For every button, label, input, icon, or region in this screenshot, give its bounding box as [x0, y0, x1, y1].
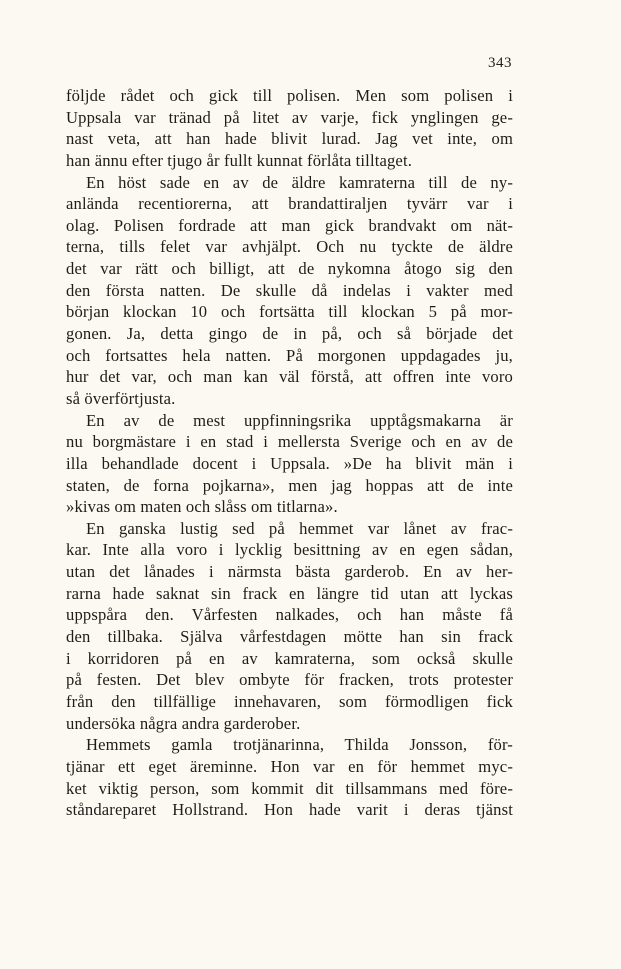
text-line: så överförtjusta.: [66, 388, 176, 408]
text-line: följde rådet och gick till polisen. Men som polisen i: [66, 86, 513, 105]
text-line: undersöka några andra garderober.: [66, 713, 301, 733]
text-line: En ganska lustig sed på hemmet var lånet av frac-: [86, 518, 513, 538]
text-line: olag. Polisen fordrade att man gick brandvakt om nät-: [66, 215, 513, 235]
text-line: det var rätt och billigt, att de nykomna åtogo sig den: [66, 259, 513, 279]
text-line: i korridoren på en av kamraterna, som också skulle: [66, 648, 513, 668]
text-line: Uppsala var tränad på litet av varje, fick ynglingen ge-: [66, 107, 513, 127]
text-line: ståndareparet Hollstrand. Hon hade varit i deras tjänst: [66, 800, 513, 820]
text-line: anlända recentiorerna, att brandattiraljen tyvärr var i: [66, 194, 513, 214]
text-line: terna, tills felet var avhjälpt. Och nu tyckte de äldre: [66, 237, 513, 257]
text-line: början klockan 10 och fortsätta till klockan 5 på mor-: [66, 302, 513, 322]
text-line: Hemmets gamla trotjänarinna, Thilda Jonsson, för-: [86, 735, 513, 755]
text-line: från den tillfällige innehavaren, som förmodligen fick: [66, 691, 513, 711]
text-line: han ännu efter tjugo år fullt kunnat förlåta tilltaget.: [66, 150, 412, 170]
text-line: gonen. Ja, detta gingo de in på, och så började det: [66, 324, 513, 344]
text-line: hur det var, och man kan väl förstå, att offren inte voro: [66, 367, 513, 387]
page-number: 343: [488, 55, 512, 71]
text-line: staten, de forna pojkarna», men jag hoppas att de inte: [66, 475, 513, 495]
text-line: En av de mest uppfinningsrika upptågsmakarna är: [86, 410, 513, 430]
text-line: nast veta, att han hade blivit lurad. Jag vet inte, om: [66, 129, 513, 149]
text-line: kar. Inte alla voro i lycklig besittning av en egen sådan,: [66, 540, 513, 560]
text-line: tjänar ett eget äreminne. Hon var en för hemmet myc-: [66, 756, 513, 776]
text-line: illa behandlade docent i Uppsala. »De ha blivit män i: [66, 453, 513, 473]
text-line: på festen. Det blev ombyte för fracken, trots protester: [66, 670, 513, 690]
text-line: En höst sade en av de äldre kamraterna till de ny-: [86, 172, 513, 192]
text-line: »kivas om maten och slåss om titlarna».: [66, 497, 338, 517]
body-text: [66, 85, 513, 821]
text-line: utan det lånades i närmsta bästa garderob. En av her-: [66, 562, 513, 582]
text-line: och fortsattes hela natten. På morgonen uppdagades ju,: [66, 345, 513, 365]
text-line: den tillbaka. Själva vårfestdagen mötte han sin frack: [66, 627, 513, 647]
text-line: den första natten. De skulle då indelas i vakter med: [66, 280, 513, 300]
text-line: nu borgmästare i en stad i mellersta Sverige och en av de: [66, 432, 513, 452]
text-line: rarna hade saknat sin frack en längre tid utan att lyckas: [66, 583, 513, 603]
text-line: uppspåra den. Vårfesten nalkades, och han måste få: [66, 605, 513, 625]
text-line: ket viktig person, som kommit dit tillsammans med före-: [66, 778, 513, 798]
